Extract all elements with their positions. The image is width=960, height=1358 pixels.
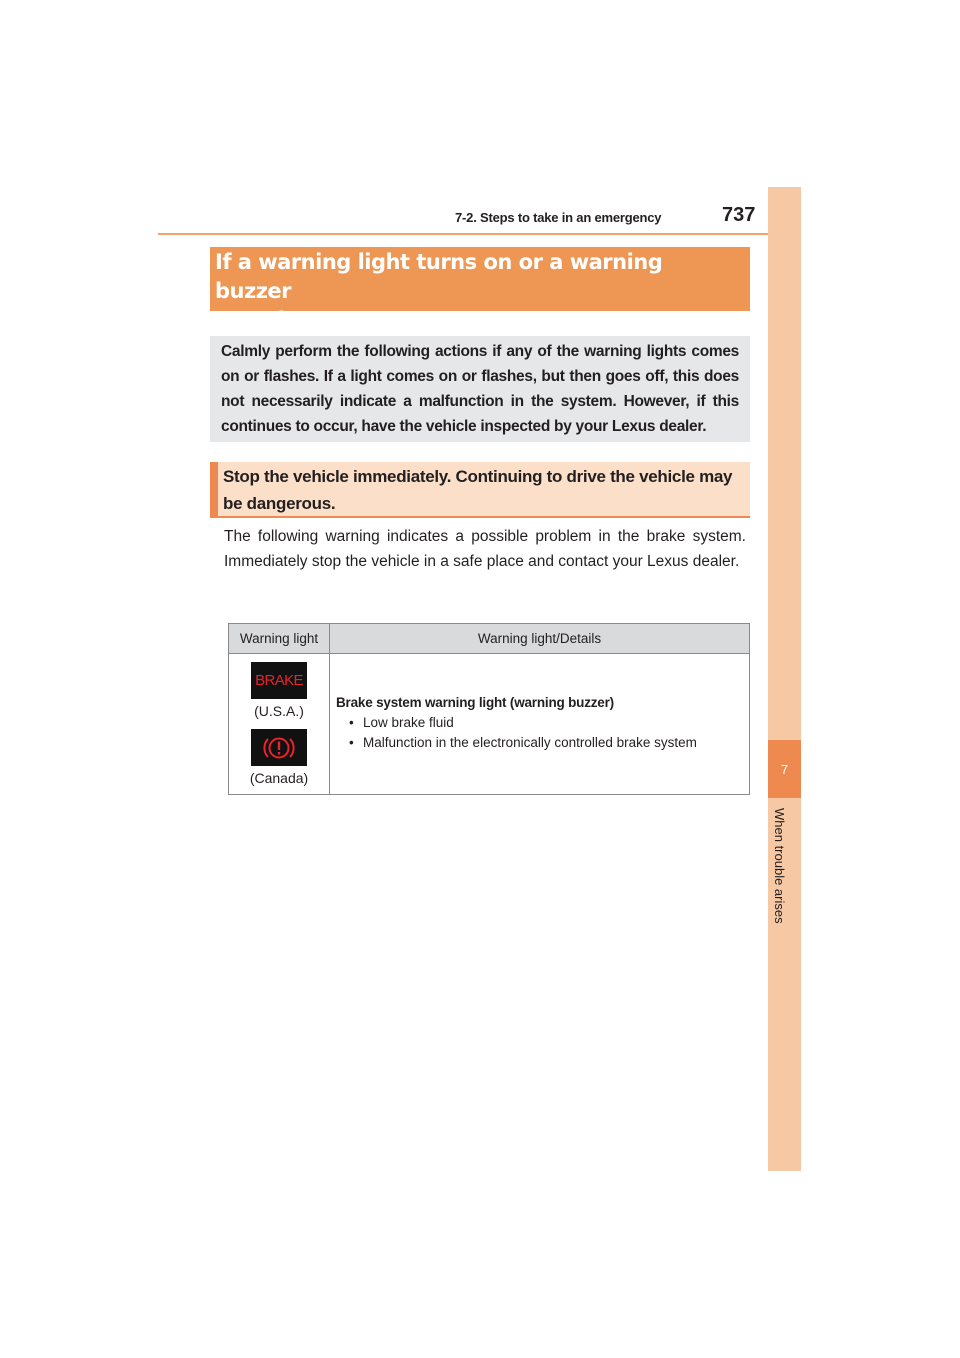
caution-text: Stop the vehicle immediately. Continuing to drive the vehicle may be dangerous. xyxy=(223,467,733,513)
detail-list xyxy=(336,713,743,753)
heading-line-1: If a warning light turns on or a warning buzzer xyxy=(215,250,663,303)
table-row xyxy=(229,654,750,795)
header-divider xyxy=(158,233,770,235)
heading-line-2: sounds xyxy=(215,308,297,332)
chapter-title: When trouble arises xyxy=(772,808,787,924)
column-header-warning-light: Warning light xyxy=(229,624,330,654)
list-item: • Malfunction in the electronically controlled brake system xyxy=(354,733,743,753)
table-header-row xyxy=(229,624,750,654)
chapter-number-tab[interactable]: 7 xyxy=(768,740,801,798)
detail-title: Brake system warning light (warning buzzer) xyxy=(336,695,614,710)
column-header-details: Warning light/Details xyxy=(330,624,750,654)
brake-lamp-label: BRAKE xyxy=(255,672,303,689)
brake-exclamation-lamp-icon xyxy=(251,729,307,766)
warning-light-table xyxy=(228,623,750,795)
region-label-usa: (U.S.A.) xyxy=(254,703,304,719)
chapter-side-strip xyxy=(768,187,801,1171)
section-heading xyxy=(210,247,750,332)
body-paragraph: The following warning indicates a possible problem in the brake system. Immediately stop the vehicle in a safe place and contact your Lexus dealer. xyxy=(224,528,746,570)
brake-warning-lamp-icon xyxy=(251,662,307,699)
caution-box xyxy=(210,462,750,518)
intro-box xyxy=(210,336,750,442)
warning-light-cell xyxy=(229,654,330,795)
intro-text: Calmly perform the following actions if any of the warning lights comes on or flashes. If a light comes on or flashes, but then goes off, this does not necessarily indicate a malfunction in the system. However, if this continues to occur, have the vehicle inspected by your Lexus dealer. xyxy=(221,343,739,435)
region-label-canada: (Canada) xyxy=(249,770,309,786)
section-title: 7-2. Steps to take in an emergency xyxy=(455,210,662,225)
list-item: • Low brake fluid xyxy=(354,713,743,733)
brake-exclamation-icon xyxy=(262,734,296,762)
page-number: 737 xyxy=(722,204,756,226)
warning-detail-cell xyxy=(330,654,750,795)
